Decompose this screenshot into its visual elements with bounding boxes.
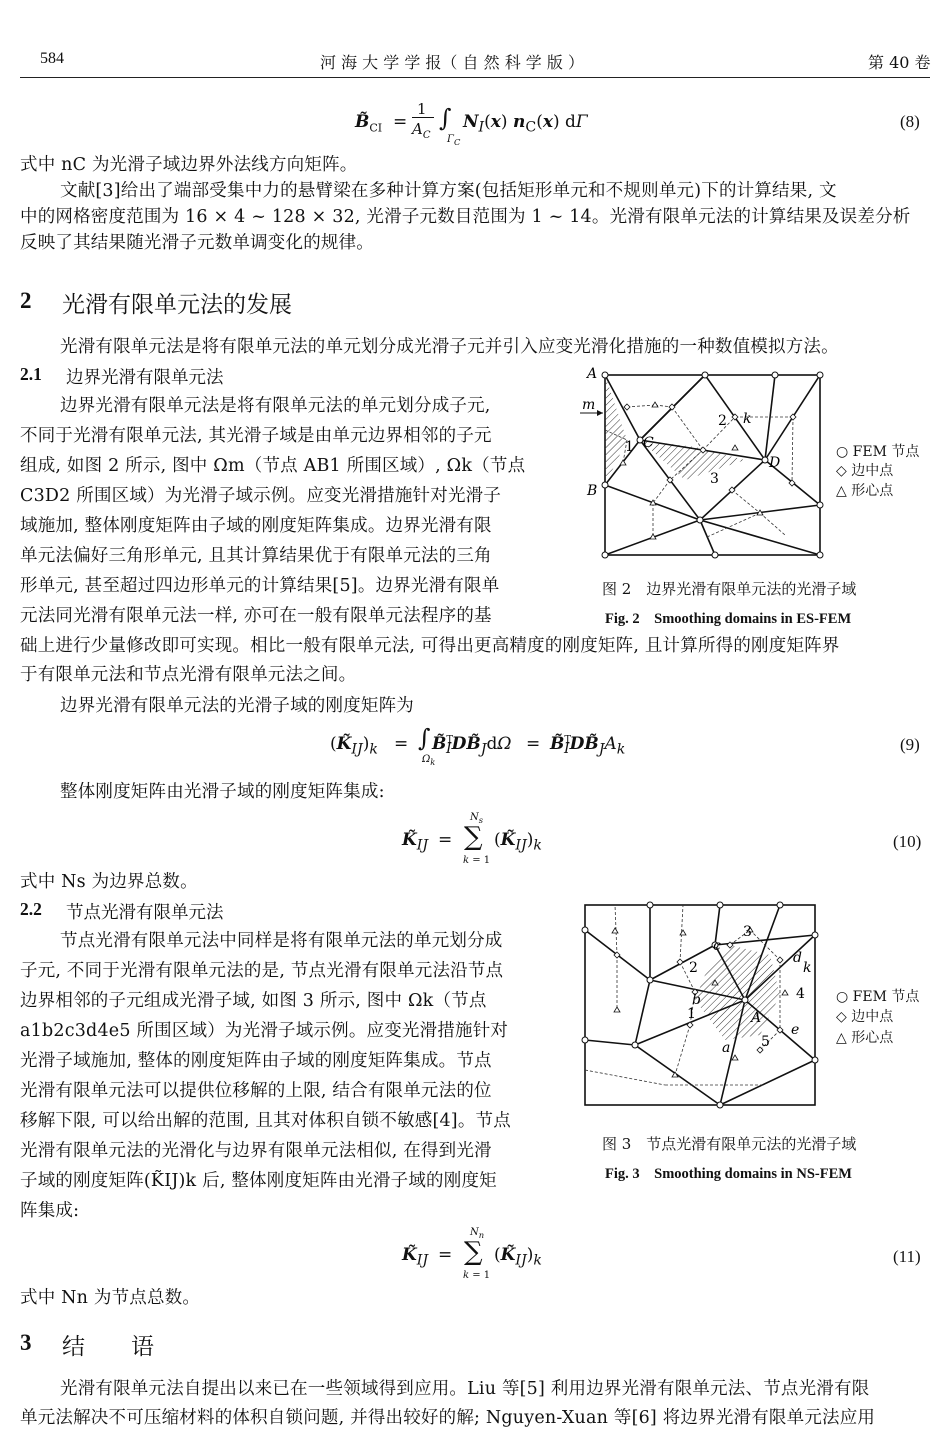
section-2-2-number: 2.2 [20,899,42,919]
equation-10-number: (10) [893,832,922,851]
figure-2-diagram [575,365,835,570]
ns-line-10: 阵集成: [20,1201,80,1221]
fig2-legend-edge-midpoint: ◇ 边中点 [836,463,894,479]
ns-line-4: a1b2c3d4e5 所围区域）为光滑子域示例。应变光滑措施针对 [20,1021,509,1041]
fig2-legend-fem-node: ○ FEM 节点 [836,444,920,460]
equation-10: $K̃_{IJ}$ = $N_s$ ∑ k = 1 $(K̃_{IJ})_k$ [402,812,542,866]
equation-9: $(K̃_{IJ})_k$ = ∫ $\Omega_k$ $B̃^T_IDB̃_Jd\Omega$ = $B̃^T_IDB̃_JA_k$ [330,724,626,767]
section-2-2-title: 节点光滑有限单元法 [66,903,224,923]
equation-11-number: (11) [893,1247,921,1266]
es-line-2: 不同于光滑有限单元法, 其光滑子域是由单元边界相邻的子元 [20,426,492,446]
fig2-label-D: D [769,455,781,471]
equation-11: $K̃_{IJ}$ = $N_n$ ∑ k = 1 $(K̃_{IJ})_k$ [402,1227,542,1281]
header-rule [20,77,930,78]
ns-line-11: 式中 Nn 为节点总数。 [20,1288,201,1308]
ns-line-9: 子域的刚度矩阵(K̃IJ)k 后, 整体刚度矩阵由光滑子域的刚度矩 [20,1171,497,1191]
fig3-label-b: b [692,992,701,1008]
conclusion-line-1: 光滑有限单元法自提出以来已在一些领域得到应用。Liu 等[5] 利用边界光滑有限单元法、节点光滑有限 [60,1379,870,1399]
fig2-label-C: C [643,435,654,451]
es-line-13: 式中 Ns 为边界总数。 [20,872,198,892]
es-line-4: C3D2 所围区域）为光滑子域示例。应变光滑措施针对光滑子 [20,486,502,506]
equation-8-number: (8) [900,112,920,131]
fig3-label-A: A [751,1010,762,1026]
es-line-1: 边界光滑有限单元法是将有限单元法的单元划分成子元, [60,396,491,416]
section-3-title: 结 语 [62,1334,154,1360]
journal-title: 河 海 大 学 学 报（ 自 然 科 学 版 ） [320,53,584,72]
fig3-label-k: k [803,960,812,976]
es-line-6: 单元法偏好三角形单元, 且其计算结果优于有限单元法的三角 [20,546,492,566]
section-2-title: 光滑有限单元法的发展 [62,292,292,318]
es-line-9: 础上进行少量修改即可实现。相比一般有限单元法, 可得出更高精度的刚度矩阵, 且计算所得的刚度矩阵界 [20,636,840,656]
fig3-label-c: c [713,938,721,954]
fig3-label-1: 1 [687,1006,696,1022]
ns-line-8: 光滑有限单元法的光滑化与边界有限单元法相似, 在得到光滑 [20,1141,492,1161]
es-line-3: 组成, 如图 2 所示, 图中 Ωm（节点 AB1 所围区域）, Ωk（节点 [20,456,526,476]
equation-8: $B̃_{CI}$ = 1 $A_C$ ∫ $\Gamma_C$ $N_I(x)$ $n_C(x)$ dΓ [355,100,588,147]
fig3-label-d: d [793,950,802,966]
text-ref3-line2: 中的网格密度范围为 16 × 4 ~ 128 × 32, 光滑子元数目范围为 1 ~ 14。光滑有限单元法的计算结果及误差分析 [20,207,911,227]
fig3-label-a: a [722,1040,731,1056]
fig3-legend-centroid: △ 形心点 [836,1030,894,1046]
ns-line-5: 光滑子域施加, 整体的刚度矩阵由子域的刚度矩阵集成。节点 [20,1051,492,1071]
section-2-1-number: 2.1 [20,364,42,384]
section-2-1-title: 边界光滑有限单元法 [66,368,224,388]
ns-line-7: 移解下限, 可以给出解的范围, 且其对体积自锁不敏感[4]。节点 [20,1111,511,1131]
section-3-number: 3 [20,1330,32,1355]
es-line-5: 域施加, 整体刚度矩阵由子域的刚度矩阵集成。边界光滑有限 [20,516,492,536]
fig2-label-B: B [587,483,598,499]
fig2-legend-centroid: △ 形心点 [836,483,894,499]
fig3-label-e: e [791,1022,800,1038]
es-line-12: 整体刚度矩阵由光滑子域的刚度矩阵集成: [60,782,385,802]
figure-3-caption-cn: 图 3 节点光滑有限单元法的光滑子域 [602,1135,857,1153]
page-number: 584 [40,50,64,67]
fig2-label-m: m [582,397,596,413]
es-line-11: 边界光滑有限单元法的光滑子域的刚度矩阵为 [60,696,414,716]
fig2-label-3: 3 [710,471,719,487]
ns-line-6: 光滑有限单元法可以提供位移解的上限, 结合有限单元法的位 [20,1081,492,1101]
ns-line-3: 边界相邻的子元组成光滑子域, 如图 3 所示, 图中 Ωk（节点 [20,991,487,1011]
fig3-label-2: 2 [689,960,698,976]
fig3-label-5: 5 [761,1034,770,1050]
fig2-label-2: 2 [718,413,727,429]
figure-2-caption-en: Fig. 2 Smoothing domains in ES-FEM [605,611,852,627]
section-2-number: 2 [20,288,32,313]
fig3-legend-edge-midpoint: ◇ 边中点 [836,1009,894,1025]
fig2-label-k: k [743,411,752,427]
es-line-10: 于有限单元法和节点光滑有限单元法之间。 [20,665,357,685]
figure-3-caption-en: Fig. 3 Smoothing domains in NS-FEM [605,1166,852,1182]
figure-2-caption-cn: 图 2 边界光滑有限单元法的光滑子域 [602,580,857,598]
ns-line-2: 子元, 不同于光滑有限单元法的是, 节点光滑有限单元法沿节点 [20,961,504,981]
es-line-7: 形单元, 甚至超过四边形单元的计算结果[5]。边界光滑有限单 [20,576,500,596]
ns-line-1: 节点光滑有限单元法中同样是将有限单元法的单元划分成 [60,931,503,951]
text-ref3-line3: 反映了其结果随光滑子元数单调变化的规律。 [20,233,374,253]
figure-3-diagram [575,900,835,1110]
conclusion-line-2: 单元法解决不可压缩材料的体积自锁问题, 并得出较好的解; Nguyen-Xuan 等[6] 将边界光滑有限单元法应用 [20,1408,876,1428]
section-2-intro: 光滑有限单元法是将有限单元法的单元划分成光滑子元并引入应变光滑化措施的一种数值模拟方法。 [60,337,839,357]
text-ref3-line1: 文献[3]给出了端部受集中力的悬臂梁在多种计算方案(包括矩形单元和不规则单元)下的计算结果, 文 [60,181,837,201]
text-after-eq8: 式中 nC 为光滑子域边界外法线方向矩阵。 [20,155,358,175]
es-line-8: 元法同光滑有限单元法一样, 亦可在一般有限单元法程序的基 [20,606,492,626]
fig2-label-A: A [587,366,598,382]
fig2-label-1: 1 [625,439,634,455]
volume-label: 第 40 卷 [868,53,931,72]
fig3-label-3: 3 [743,924,752,940]
fig3-label-4: 4 [796,986,805,1002]
fig3-legend-fem-node: ○ FEM 节点 [836,989,920,1005]
equation-9-number: (9) [900,735,920,754]
